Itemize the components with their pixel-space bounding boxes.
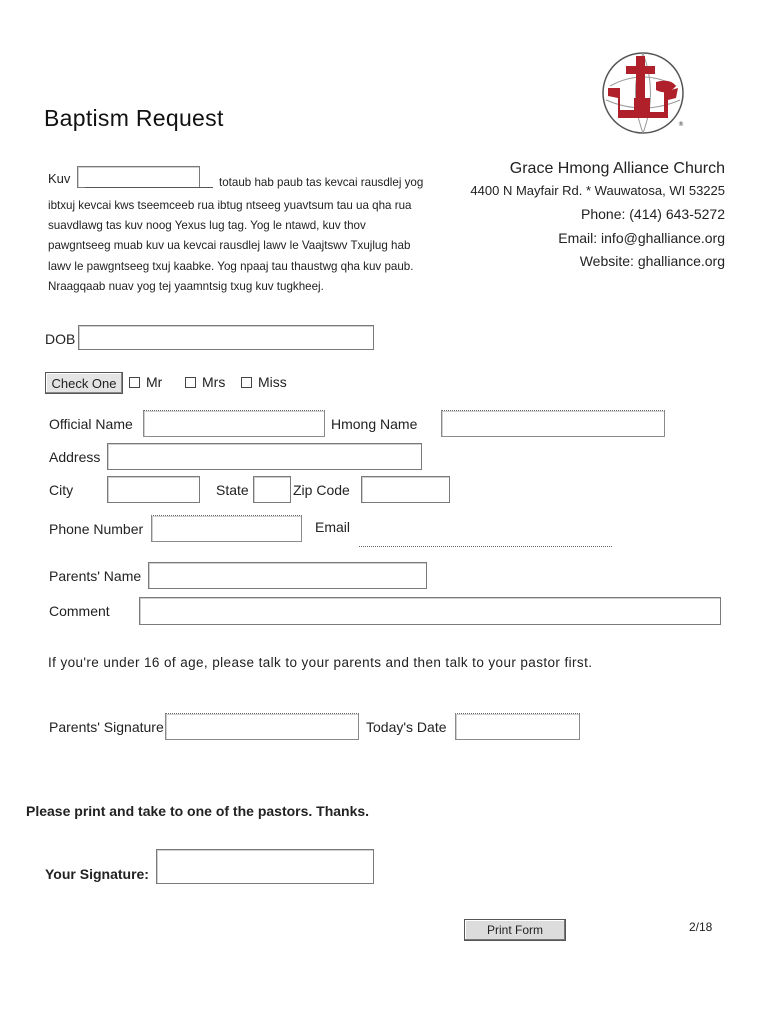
church-email: Email: info@ghalliance.org [558, 230, 725, 246]
dob-field[interactable] [78, 325, 374, 350]
mrs-label: Mrs [202, 374, 226, 390]
zip-label: Zip Code [293, 482, 350, 498]
mr-label: Mr [146, 374, 163, 390]
miss-label: Miss [258, 374, 287, 390]
city-label: City [49, 482, 74, 498]
address-label: Address [49, 449, 101, 465]
state-label: State [216, 482, 249, 498]
email-field[interactable] [359, 546, 612, 547]
mr-checkbox[interactable] [129, 377, 140, 388]
church-phone: Phone: (414) 643-5272 [581, 206, 725, 222]
under-16-note: If you're under 16 of age, please talk to your parents and then talk to your pastor first. [48, 655, 593, 670]
intro-line: suavdlawg tas kuv noog Yexus lug tag. Yog le ntawd, kuv thov [48, 219, 366, 233]
church-address: 4400 N Mayfair Rd. * Wauwatosa, WI 53225 [470, 183, 725, 198]
city-field[interactable] [107, 476, 200, 503]
intro-paragraph [48, 196, 413, 297]
parents-name-field[interactable] [148, 562, 427, 589]
version-label: 2/18 [689, 920, 713, 934]
church-logo [598, 48, 688, 138]
hmong-name-label: Hmong Name [331, 416, 418, 432]
hmong-name-field[interactable] [441, 410, 665, 437]
parents-name-label: Parents' Name [49, 568, 142, 584]
check-one-button[interactable]: Check One [45, 372, 123, 394]
kuv-label: Kuv [48, 171, 71, 186]
address-field[interactable] [107, 443, 422, 470]
your-signature-field[interactable] [156, 849, 374, 884]
your-signature-label: Your Signature: [45, 866, 149, 882]
church-name: Grace Hmong Alliance Church [509, 160, 725, 177]
print-note: Please print and take to one of the pastors. Thanks. [26, 803, 370, 819]
parents-signature-field[interactable] [165, 713, 359, 740]
todays-date-label: Today's Date [366, 719, 447, 735]
name-field-intro[interactable] [77, 166, 200, 188]
comment-label: Comment [49, 603, 110, 619]
official-name-field[interactable] [143, 410, 325, 437]
intro-line-1: totaub hab paub tas kevcai rausdlej yog [219, 176, 424, 189]
state-field[interactable] [253, 476, 291, 503]
print-form-button[interactable]: Print Form [464, 919, 566, 941]
phone-number-label: Phone Number [49, 521, 144, 537]
zip-field[interactable] [361, 476, 450, 503]
intro-line: pawgntseeg muab kuv ua kevcai rausdlej lawv le Vaajtswv Txujlug hab [48, 239, 411, 253]
phone-number-field[interactable] [151, 515, 302, 542]
name-underline [85, 187, 213, 188]
official-name-label: Official Name [49, 416, 133, 432]
page-title: Baptism Request [44, 105, 224, 131]
dob-label: DOB [45, 331, 76, 347]
email-label: Email [315, 519, 351, 535]
intro-line: Nraagqaab nuav yog tej yaamntsig txug kuv tugkheej. [48, 279, 324, 293]
parents-signature-label: Parents' Signature [49, 719, 164, 735]
intro-line: ibtxuj kevcai kws tseemceeb rua ibtug ntseeg yuavtsum tau ua qha rua [48, 199, 412, 212]
church-website: Website: ghalliance.org [579, 253, 725, 269]
miss-checkbox[interactable] [241, 377, 252, 388]
todays-date-field[interactable] [455, 713, 580, 740]
comment-field[interactable] [139, 597, 721, 625]
intro-line: lawv le pawgntseeg txuj kaabke. Yog npaaj tau thaustwg qha kuv paub. [48, 259, 414, 273]
mrs-checkbox[interactable] [185, 377, 196, 388]
svg-text:®: ® [678, 121, 684, 128]
